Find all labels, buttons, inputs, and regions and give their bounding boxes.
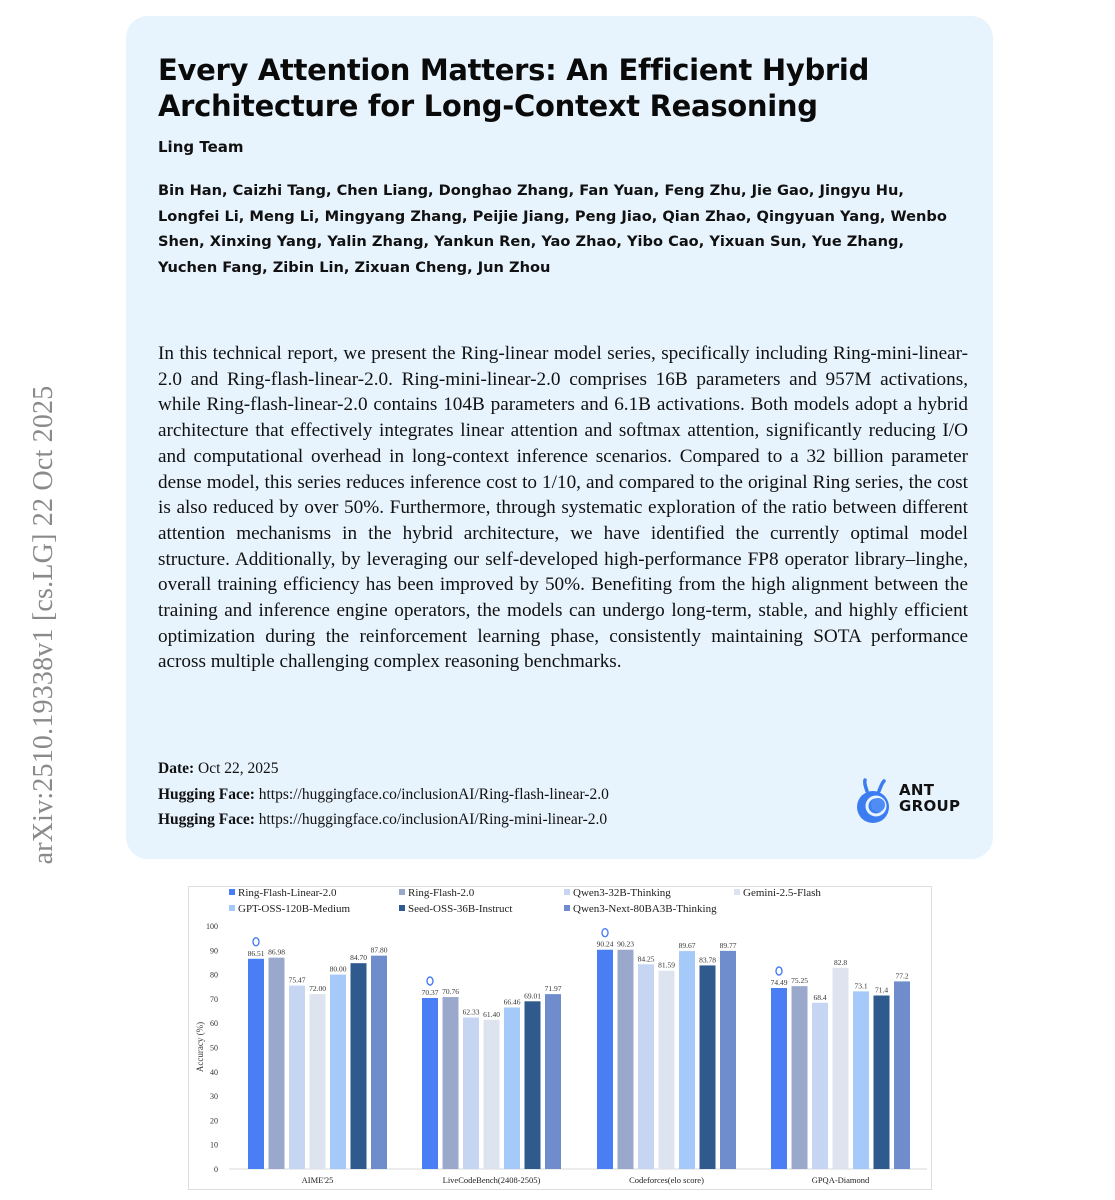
data-label: 84.70 — [350, 953, 367, 963]
y-tick-label: 40 — [210, 1067, 218, 1077]
data-label: 84.25 — [637, 954, 655, 964]
logo-line-2: GROUP — [899, 797, 961, 815]
bar — [812, 1003, 828, 1169]
arxiv-stamp: arXiv:2510.19338v1 [cs.LG] 22 Oct 2025 — [28, 385, 59, 865]
bar — [833, 968, 849, 1169]
data-label: 69.01 — [524, 991, 541, 1001]
bar — [597, 950, 613, 1169]
hf-link-mini[interactable]: https://huggingface.co/inclusionAI/Ring-mini-linear-2.0 — [258, 811, 608, 828]
category-label: GPQA-Diamond — [811, 1175, 870, 1185]
y-tick-label: 70 — [210, 994, 218, 1004]
data-label: 81.59 — [658, 960, 675, 970]
meta-info — [158, 756, 609, 833]
data-label: 82.8 — [833, 957, 848, 967]
bar — [330, 975, 346, 1169]
data-label: 62.33 — [462, 1007, 480, 1017]
data-label: 80.00 — [329, 964, 347, 974]
data-label: 75.25 — [791, 976, 808, 986]
bar — [720, 951, 736, 1169]
bar — [874, 995, 890, 1169]
ant-logo-icon — [855, 777, 895, 827]
bar — [269, 958, 285, 1169]
y-tick-label: 10 — [210, 1140, 218, 1150]
data-label: 74.49 — [770, 977, 788, 987]
data-label: 61.40 — [483, 1009, 500, 1019]
logo-line-1: ANT — [899, 781, 935, 799]
category-label: LiveCodeBench(2408-2505) — [442, 1175, 541, 1185]
bar — [894, 981, 910, 1169]
data-label: 87.80 — [370, 945, 388, 955]
y-tick-label: 50 — [210, 1043, 218, 1053]
data-label: 90.23 — [617, 939, 634, 949]
data-label: 72.00 — [309, 984, 326, 994]
date-value: Oct 22, 2025 — [198, 760, 279, 777]
legend-label: Seed-OSS-36B-Instruct — [408, 903, 513, 915]
bar — [679, 951, 695, 1169]
legend-swatch — [564, 905, 570, 911]
bar — [638, 964, 654, 1169]
paper-title: Every Attention Matters: An Efficient Hybrid Architecture for Long-Context Reasoning — [158, 53, 870, 123]
data-label: 68.4 — [813, 992, 827, 1002]
hf-link-flash[interactable]: https://huggingface.co/inclusionAI/Ring-flash-linear-2.0 — [258, 785, 609, 803]
bar — [371, 956, 387, 1169]
hf-label: Hugging Face: — [158, 811, 255, 828]
bar — [289, 986, 305, 1169]
bar — [659, 971, 675, 1169]
y-tick-label: 60 — [210, 1019, 218, 1029]
bar — [504, 1008, 520, 1169]
y-tick-label: 80 — [210, 970, 218, 980]
y-tick-label: 20 — [210, 1116, 218, 1126]
bar — [248, 959, 264, 1169]
bar — [771, 988, 787, 1169]
y-axis-label: Accuracy (%) — [195, 1021, 205, 1073]
benchmark-chart — [188, 886, 932, 1190]
y-tick-label: 90 — [210, 946, 218, 956]
legend-label: Ring-Flash-2.0 — [408, 887, 475, 899]
bar-chart-svg — [189, 887, 931, 1189]
data-label: 71.4 — [874, 985, 889, 995]
ring-marker-icon — [253, 938, 259, 946]
bar — [618, 950, 634, 1169]
ant-group-logo — [855, 777, 975, 827]
data-label: 70.37 — [421, 988, 439, 998]
legend-swatch — [399, 889, 405, 895]
date-line — [158, 756, 609, 782]
data-label: 86.98 — [268, 947, 285, 957]
legend-swatch — [734, 889, 740, 895]
data-label: 89.67 — [678, 941, 696, 951]
legend-swatch — [399, 905, 405, 911]
legend-label: Ring-Flash-Linear-2.0 — [238, 887, 337, 899]
bar — [484, 1020, 500, 1169]
category-label: Codeforces(elo score) — [629, 1175, 704, 1185]
hf-line-2 — [158, 807, 609, 833]
legend-swatch — [229, 905, 235, 911]
data-label: 75.47 — [288, 975, 306, 985]
data-label: 70.76 — [442, 987, 459, 997]
y-tick-label: 30 — [210, 1092, 218, 1102]
data-label: 89.77 — [719, 940, 737, 950]
hf-line-1 — [158, 782, 609, 808]
bar — [853, 991, 869, 1169]
data-label: 71.97 — [544, 984, 562, 994]
data-label: 66.46 — [503, 997, 521, 1007]
bar — [310, 994, 326, 1169]
legend-swatch — [564, 889, 570, 895]
data-label: 73.1 — [854, 981, 868, 991]
data-label: 86.51 — [247, 948, 265, 958]
bar — [792, 986, 808, 1169]
data-label: 83.78 — [699, 955, 716, 965]
bar — [700, 965, 716, 1169]
ring-marker-icon — [776, 967, 782, 975]
y-tick-label: 0 — [214, 1165, 218, 1174]
bar — [351, 963, 367, 1169]
legend-label: Qwen3-32B-Thinking — [573, 887, 671, 899]
ring-marker-icon — [427, 977, 433, 985]
bar — [525, 1001, 541, 1169]
bar — [463, 1018, 479, 1169]
data-label: 90.24 — [596, 939, 614, 949]
bar — [545, 994, 561, 1169]
hf-label: Hugging Face: — [158, 785, 255, 803]
legend-label: Gemini-2.5-Flash — [743, 887, 821, 899]
y-tick-label: 100 — [206, 922, 218, 931]
data-label: 77.2 — [895, 971, 909, 981]
date-label: Date: — [158, 760, 195, 777]
ring-marker-icon — [602, 929, 608, 937]
logo-text — [899, 782, 960, 814]
category-label: AIME'25 — [301, 1175, 334, 1185]
author-list: Bin Han, Caizhi Tang, Chen Liang, Donghao Zhang, Fan Yuan, Feng Zhu, Jie Gao, Jingyu Hu, Longfei Li, Meng Li, Mingyang Zhang, Peijie Jiang, Peng Jiao, Qian Zhao, Qingyuan Yang, Wenbo Shen, Xinxing Yang, Yalin Zhang, Yankun Ren, Yao Zhao, Yibo Cao, Yixuan Sun, Yue Zhang, Yuchen Fang, Zibin Lin, Zixuan Cheng, Jun Zhou — [158, 182, 947, 277]
legend-label: Qwen3-Next-80BA3B-Thinking — [573, 903, 717, 915]
bar — [443, 997, 459, 1169]
team-name: Ling Team — [158, 138, 244, 156]
abstract: In this technical report, we present the Ring-linear model series, specifically including Ring-mini-linear-2.0 and Ring-flash-linear-2.0. Ring-mini-linear-2.0 comprises 16B parameters and 957M activations, while Ring-flash-linear-2.0 contains 104B parameters and 6.1B activations. Both models adopt a hybrid architecture that effectively integrates linear attention and softmax attention, significantly reducing I/O and computational overhead in long-context inference scenarios. Compared to a 32 billion parameter dense model, this series reduces inference cost to 1/10, and compared to the original Ring series, the cost is also reduced by over 50%. Furthermore, through systematic exploration of the ratio between different attention mechanisms in the hybrid architecture, we have identified the currently optimal model structure. Additionally, by leveraging our self-developed high-performance FP8 operator library–linghe, overall training efficiency has been improved by 50%. Benefiting from the high alignment between the training and inference engine operators, the models can undergo long-term, stable, and highly efficient optimization during the reinforcement learning phase, consistently maintaining SOTA performance across multiple challenging complex reasoning benchmarks. — [158, 343, 968, 673]
legend-swatch — [229, 889, 235, 895]
legend-label: GPT-OSS-120B-Medium — [238, 903, 351, 915]
bar — [422, 998, 438, 1169]
